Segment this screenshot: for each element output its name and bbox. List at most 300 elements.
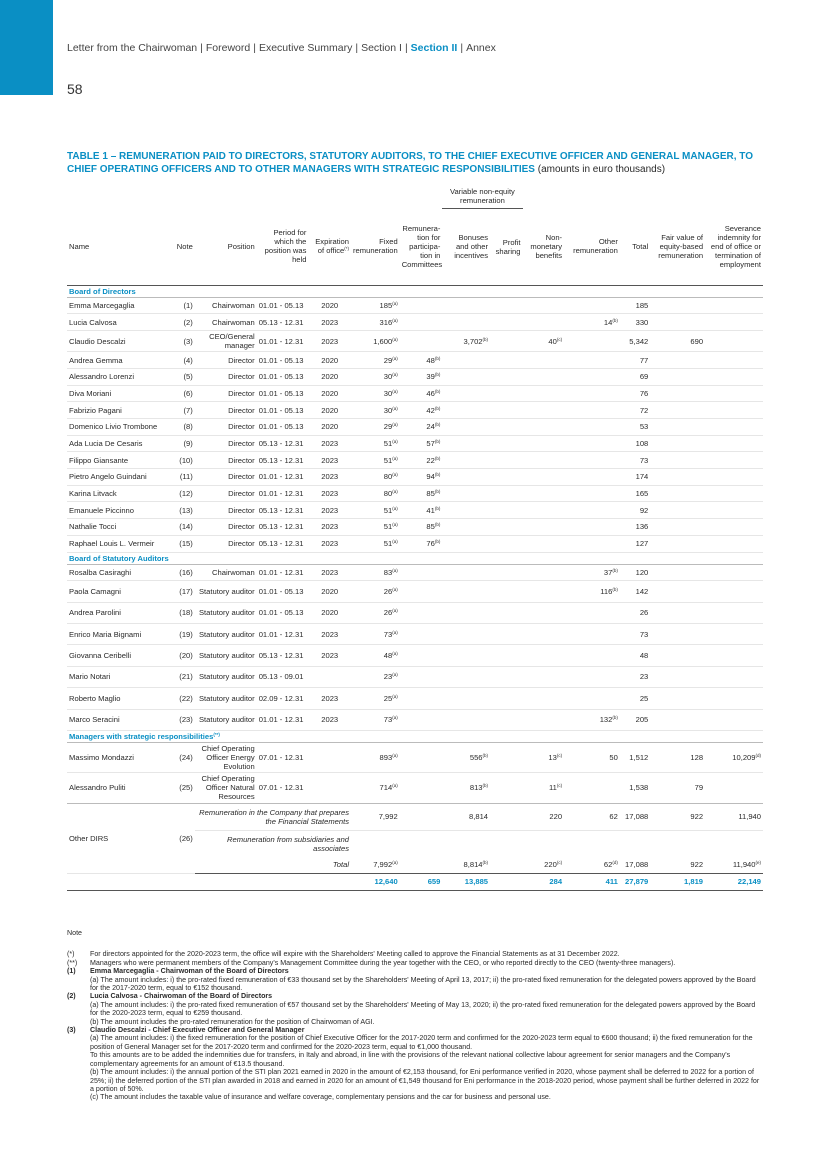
crumb-section-1[interactable]: Section I xyxy=(361,42,402,54)
grand-total-committees: 659 xyxy=(400,873,443,890)
cell-bonuses xyxy=(442,469,490,486)
cell-fixed: 30$^{(a)}$ xyxy=(351,402,400,419)
header-name: Name xyxy=(67,208,171,285)
cell-bonuses xyxy=(442,368,490,385)
table-row xyxy=(67,772,763,803)
cell-name: Massimo Mondazzi xyxy=(67,742,171,772)
header-bonuses: Bonuses and other incentives xyxy=(442,208,490,285)
table-row xyxy=(67,688,763,709)
cell-nonmonetary xyxy=(523,297,565,314)
dirs-note: (26) xyxy=(171,803,194,873)
cell-fairvalue xyxy=(650,297,705,314)
cell-total: 165 xyxy=(620,485,650,502)
dirs-company-bonus: 8,814 xyxy=(442,803,490,830)
cell-period: 07.01 - 12.31 xyxy=(257,742,309,772)
cell-other xyxy=(564,402,620,419)
cell-position: CEO/General manager xyxy=(195,330,257,351)
auditors-section xyxy=(67,552,763,564)
cell-bonuses xyxy=(442,485,490,502)
table-title xyxy=(67,150,767,176)
table-row xyxy=(67,368,763,385)
header-note: Note xyxy=(171,208,194,285)
cell-other xyxy=(564,602,620,623)
cell-name: Karina Litvack xyxy=(67,485,171,502)
cell-total: 48 xyxy=(620,645,650,666)
table-row xyxy=(67,435,763,452)
cell-other xyxy=(564,519,620,536)
auditors-rows xyxy=(67,564,763,730)
header-period: Period for which the position was held xyxy=(257,208,309,285)
grand-total xyxy=(67,873,763,890)
cell-expiration: 2023 xyxy=(308,330,351,351)
cell-nonmonetary xyxy=(523,435,565,452)
cell-note: (22) xyxy=(171,688,194,709)
cell-expiration: 2020 xyxy=(308,368,351,385)
cell-period: 01.01 - 05.13 xyxy=(257,352,309,369)
cell-other xyxy=(564,772,620,803)
cell-expiration: 2020 xyxy=(308,385,351,402)
cell-nonmonetary xyxy=(523,402,565,419)
crumb-foreword[interactable]: Foreword xyxy=(205,42,251,54)
cell-nonmonetary xyxy=(523,385,565,402)
cell-period: 01.01 - 05.13 xyxy=(257,419,309,436)
managers-section xyxy=(67,730,763,742)
header-other: Other remuneration xyxy=(564,208,620,285)
cell-bonuses xyxy=(442,535,490,552)
cell-other: 50 xyxy=(564,742,620,772)
table-row xyxy=(67,742,763,772)
note-item: (1) Emma Marcegaglia - Chairwoman of the Board of Directors (a) The amount includes: i) the pro-rated fixed remuneration of €33 thousand set by the Shareholders' Meeting of April 13, 2017; ii) the pro-rated fixed remuneration for the delegated powers approved by the Board for the 2017-2020 term, equal to €152 thousand. xyxy=(67,967,756,993)
cell-nonmonetary: 40$^{(c)}$ xyxy=(523,330,565,351)
section-auditors: Board of Statutory Auditors xyxy=(67,552,763,564)
cell-other xyxy=(564,435,620,452)
crumb-section-2[interactable]: Section II xyxy=(410,42,458,54)
cell-total: 136 xyxy=(620,519,650,536)
cell-fixed: 51$^{(a)}$ xyxy=(351,435,400,452)
cell-nonmonetary xyxy=(523,368,565,385)
cell-other: 37$^{(b)}$ xyxy=(564,564,620,581)
cell-period: 01.01 - 12.31 xyxy=(257,469,309,486)
cell-fixed: 73$^{(a)}$ xyxy=(351,709,400,730)
cell-total: 174 xyxy=(620,469,650,486)
cell-fixed: 23$^{(a)}$ xyxy=(351,666,400,687)
cell-note: (19) xyxy=(171,623,194,644)
cell-position: Director xyxy=(195,385,257,402)
cell-severance xyxy=(705,772,763,803)
cell-nonmonetary xyxy=(523,314,565,331)
grand-total-severance: 22,149 xyxy=(705,873,763,890)
cell-total: 23 xyxy=(620,666,650,687)
cell-expiration: 2020 xyxy=(308,402,351,419)
cell-position: Director xyxy=(195,469,257,486)
cell-fairvalue: 128 xyxy=(650,742,705,772)
cell-total: 142 xyxy=(620,581,650,602)
cell-position: Director xyxy=(195,485,257,502)
cell-bonuses: 813$^{(b)}$ xyxy=(442,772,490,803)
cell-name: Filippo Giansante xyxy=(67,452,171,469)
grand-total-other: 411 xyxy=(564,873,620,890)
cell-bonuses xyxy=(442,297,490,314)
cell-name: Claudio Descalzi xyxy=(67,330,171,351)
cell-note: (12) xyxy=(171,485,194,502)
cell-committees: 85$^{(b)}$ xyxy=(400,485,443,502)
cell-nonmonetary xyxy=(523,469,565,486)
header-expiration: Expiration of office(*) xyxy=(308,208,351,285)
cell-note: (3) xyxy=(171,330,194,351)
cell-note: (14) xyxy=(171,519,194,536)
cell-position: Director xyxy=(195,402,257,419)
cell-fixed: 1,600$^{(a)}$ xyxy=(351,330,400,351)
cell-fairvalue xyxy=(650,535,705,552)
cell-expiration: 2023 xyxy=(308,314,351,331)
cell-total: 73 xyxy=(620,623,650,644)
notes-heading: Note xyxy=(67,929,82,937)
cell-fixed: 29$^{(a)}$ xyxy=(351,352,400,369)
cell-nonmonetary: 13$^{(c)}$ xyxy=(523,742,565,772)
page-number: 58 xyxy=(67,81,83,97)
cell-note: (23) xyxy=(171,709,194,730)
note-item: (**) Managers who were permanent members of the Company's Management Committee during the year together with the CEO, or who reported directly to the CEO (twenty-three managers). xyxy=(67,958,676,967)
cell-expiration: 2023 xyxy=(308,519,351,536)
cell-name: Roberto Maglio xyxy=(67,688,171,709)
cell-fairvalue: 690 xyxy=(650,330,705,351)
cell-period: 01.01 - 05.13 xyxy=(257,602,309,623)
dirs-subs-label: Remuneration from subsidiaries and associates xyxy=(227,834,350,853)
cell-fixed: 30$^{(a)}$ xyxy=(351,368,400,385)
cell-fixed: 80$^{(a)}$ xyxy=(351,485,400,502)
cell-nonmonetary xyxy=(523,485,565,502)
cell-note: (21) xyxy=(171,666,194,687)
dirs-company-fair: 922 xyxy=(650,803,705,830)
cell-nonmonetary xyxy=(523,535,565,552)
cell-position: Chief Operating Officer Natural Resources xyxy=(195,772,257,803)
cell-fixed: 316$^{(a)}$ xyxy=(351,314,400,331)
cell-committees: 39$^{(b)}$ xyxy=(400,368,443,385)
cell-committees xyxy=(400,297,443,314)
cell-note: (16) xyxy=(171,564,194,581)
header-total: Total xyxy=(620,208,650,285)
cell-bonuses xyxy=(442,385,490,402)
cell-expiration: 2023 xyxy=(308,564,351,581)
cell-period: 01.01 - 12.31 xyxy=(257,709,309,730)
cell-total: 26 xyxy=(620,602,650,623)
cell-name: Paola Camagni xyxy=(67,581,171,602)
cell-position: Director xyxy=(195,435,257,452)
cell-total: 108 xyxy=(620,435,650,452)
header-committees: Remunera-tion for participa-tion in Committees xyxy=(400,208,443,285)
cell-expiration: 2023 xyxy=(308,485,351,502)
grand-total-fixed: 12,640 xyxy=(351,873,400,890)
cell-other xyxy=(564,623,620,644)
cell-period: 01.01 - 05.13 xyxy=(257,385,309,402)
cell-fixed: 185$^{(a)}$ xyxy=(351,297,400,314)
grand-total-nonmonetary: 284 xyxy=(523,873,565,890)
cell-bonuses xyxy=(442,435,490,452)
table-row xyxy=(67,535,763,552)
cell-note: (4) xyxy=(171,352,194,369)
cell-expiration xyxy=(308,666,351,687)
cell-other xyxy=(564,666,620,687)
dirs-name: Other DIRS xyxy=(67,803,171,873)
cell-committees: 41$^{(b)}$ xyxy=(400,502,443,519)
cell-name: Emanuele Piccinno xyxy=(67,502,171,519)
dirs-total-bonus: 8,814$^{(b)}$ xyxy=(442,857,490,874)
cell-expiration: 2023 xyxy=(308,688,351,709)
cell-name: Fabrizio Pagani xyxy=(67,402,171,419)
note-item: (3) Claudio Descalzi - Chief Executive Officer and General Manager (a) The amount includes: i) the fixed remuneration for the position of Chief Executive Officer for the 2017-2020 term and confirmed for the 2020-2023 term equal to €600 thousand; ii) the fixed remuneration for the position of General Manager set for the 2017-2020 term and confirmed for the 2020-2023 term, equal to €1,000 thousand. To this amounts are to be added the indemnities due for transfers, in Italy and abroad, in line with the provisions of the relevant national collective labour agreement for senior managers and the Company's complementary agreements for an amount of €13.5 thousand. (b) The amount includes: i) the annual portion of the STI plan 2021 earned in 2020 in the amount of €2,153 thousand, for Eni performance verified in 2020, whose payment shall be deferred to 2022 for a portion of 25%; ii) the deferred portion of the STI plan awarded in 2018 and earned in 2020 for an amount of €1,549 thousand for Eni performance in the 2018-2020 period, whose payment shall be further deferred in 2022 for a portion of 50%. (c) The amount includes the taxable value of insurance and welfare coverage, complementary pensions and the car for business and personal use. xyxy=(67,1026,760,1102)
cell-position: Director xyxy=(195,419,257,436)
cell-note: (20) xyxy=(171,645,194,666)
table-row xyxy=(67,623,763,644)
cell-position: Statutory auditor xyxy=(195,666,257,687)
cell-period: 01.01 - 12.31 xyxy=(257,564,309,581)
cell-fairvalue xyxy=(650,485,705,502)
cell-fairvalue xyxy=(650,469,705,486)
cell-total: 205 xyxy=(620,709,650,730)
cell-note: (24) xyxy=(171,742,194,772)
cell-committees: 48$^{(b)}$ xyxy=(400,352,443,369)
cell-name: Lucia Calvosa xyxy=(67,314,171,331)
other-dirs xyxy=(67,803,763,873)
note-item: (*) For directors appointed for the 2020-2023 term, the office will expire with the Shareholders' Meeting called to approve the Financial Statements as at 31 December 2022. xyxy=(67,950,620,959)
cell-note: (17) xyxy=(171,581,194,602)
cell-other xyxy=(564,645,620,666)
table-row xyxy=(67,564,763,581)
cell-name: Rosalba Casiraghi xyxy=(67,564,171,581)
cell-fixed: 51$^{(a)}$ xyxy=(351,535,400,552)
cell-other xyxy=(564,688,620,709)
grand-total-fairvalue: 1,819 xyxy=(650,873,705,890)
cell-fixed: 51$^{(a)}$ xyxy=(351,452,400,469)
cell-fixed: 51$^{(a)}$ xyxy=(351,519,400,536)
cell-position: Director xyxy=(195,352,257,369)
cell-nonmonetary xyxy=(523,419,565,436)
dirs-total-sev: 11,940$^{(e)}$ xyxy=(705,857,763,874)
cell-total: 120 xyxy=(620,564,650,581)
cell-position: Statutory auditor xyxy=(195,709,257,730)
cell-fixed: 51$^{(a)}$ xyxy=(351,502,400,519)
table-row xyxy=(67,419,763,436)
cell-other xyxy=(564,385,620,402)
cell-committees: 42$^{(b)}$ xyxy=(400,402,443,419)
cell-expiration: 2020 xyxy=(308,581,351,602)
cell-total: 185 xyxy=(620,297,650,314)
dirs-total-nonmon: 220$^{(c)}$ xyxy=(523,857,565,874)
cell-name: Giovanna Ceribelli xyxy=(67,645,171,666)
cell-total: 73 xyxy=(620,452,650,469)
cell-note: (18) xyxy=(171,602,194,623)
cell-fixed: 80$^{(a)}$ xyxy=(351,469,400,486)
cell-position: Director xyxy=(195,535,257,552)
dirs-total-fixed: 7,992$^{(a)}$ xyxy=(351,857,400,874)
cell-total: 1,538 xyxy=(620,772,650,803)
cell-bonuses xyxy=(442,402,490,419)
cell-fairvalue xyxy=(650,402,705,419)
cell-note: (15) xyxy=(171,535,194,552)
cell-position: Chairwoman xyxy=(195,314,257,331)
cell-period: 05.13 - 12.31 xyxy=(257,314,309,331)
cell-period: 01.01 - 05.13 xyxy=(257,402,309,419)
table-row xyxy=(67,645,763,666)
cell-position: Statutory auditor xyxy=(195,602,257,623)
section-managers: Managers with strategic responsibilities(**) xyxy=(67,730,763,742)
cell-total: 69 xyxy=(620,368,650,385)
table-row xyxy=(67,602,763,623)
header-variable: Variable non-equity remuneration xyxy=(442,184,522,208)
breadcrumb: Letter from the Chairwoman | Foreword | Executive Summary | Section I | Section II | Annex xyxy=(67,42,496,54)
cell-period: 01.01 - 05.13 xyxy=(257,368,309,385)
cell-name: Enrico Maria Bignami xyxy=(67,623,171,644)
cell-total: 25 xyxy=(620,688,650,709)
crumb-annex[interactable]: Annex xyxy=(466,42,496,54)
cell-fairvalue xyxy=(650,519,705,536)
cell-total: 92 xyxy=(620,502,650,519)
cell-position: Chief Operating Officer Energy Evolution xyxy=(195,742,257,772)
cell-expiration: 2020 xyxy=(308,602,351,623)
cell-position: Director xyxy=(195,452,257,469)
cell-total: 72 xyxy=(620,402,650,419)
cell-bonuses xyxy=(442,452,490,469)
cell-name: Ada Lucia De Cesaris xyxy=(67,435,171,452)
grand-total-total: 27,879 xyxy=(620,873,650,890)
cell-position: Director xyxy=(195,368,257,385)
cell-position: Statutory auditor xyxy=(195,645,257,666)
cell-expiration: 2023 xyxy=(308,452,351,469)
directors-section xyxy=(67,285,763,297)
cell-total: 53 xyxy=(620,419,650,436)
table-row xyxy=(67,402,763,419)
cell-fixed: 73$^{(a)}$ xyxy=(351,623,400,644)
cell-other xyxy=(564,330,620,351)
cell-expiration: 2023 xyxy=(308,623,351,644)
section-directors: Board of Directors xyxy=(67,285,763,297)
cell-note: (1) xyxy=(171,297,194,314)
cell-fixed: 48$^{(a)}$ xyxy=(351,645,400,666)
cell-fairvalue: 79 xyxy=(650,772,705,803)
cell-position: Chairwoman xyxy=(195,564,257,581)
cell-period: 01.01 - 05.13 xyxy=(257,581,309,602)
cell-other xyxy=(564,452,620,469)
cell-position: Director xyxy=(195,519,257,536)
table-title-main: TABLE 1 – REMUNERATION PAID TO DIRECTORS, STATUTORY AUDITORS, TO THE CHIEF EXECUTIVE OFFICER AND GENERAL MANAGER, TO CHIEF OPERATING OFFICERS AND TO OTHER MANAGERS WITH STRATEGIC RESPONSIBILITIES xyxy=(67,151,753,175)
cell-bonuses xyxy=(442,502,490,519)
cell-other: 14$^{(b)}$ xyxy=(564,314,620,331)
cell-fairvalue xyxy=(650,314,705,331)
cell-fixed: 29$^{(a)}$ xyxy=(351,419,400,436)
note-item: (2) Lucia Calvosa - Chairwoman of the Board of Directors (a) The amount includes: i) the pro-rated fixed remuneration of €57 thousand set by the Shareholders' Meeting of May 13, 2020; ii) the pro-rated fixed remuneration for the delegated powers approved by the Board for the 2020-2023 term, equal to €259 thousand. (b) The amount includes the pro-rated remuneration for the position of Chairwoman of AGI. xyxy=(67,992,756,1026)
table-head xyxy=(67,184,763,285)
cell-position: Statutory auditor xyxy=(195,623,257,644)
cell-committees: 22$^{(b)}$ xyxy=(400,452,443,469)
cell-name: Marco Seracini xyxy=(67,709,171,730)
cell-name: Alessandro Puliti xyxy=(67,772,171,803)
header-fairvalue: Fair value of equity-based remuneration xyxy=(650,208,705,285)
cell-period: 05.13 - 12.31 xyxy=(257,645,309,666)
cell-note: (13) xyxy=(171,502,194,519)
cell-note: (5) xyxy=(171,368,194,385)
cell-position: Statutory auditor xyxy=(195,581,257,602)
cell-period: 05.13 - 12.31 xyxy=(257,535,309,552)
cell-period: 01.01 - 12.31 xyxy=(257,330,309,351)
cell-period: 05.13 - 12.31 xyxy=(257,435,309,452)
table-title-units: (amounts in euro thousands) xyxy=(537,164,666,175)
cell-bonuses xyxy=(442,519,490,536)
cell-bonuses xyxy=(442,419,490,436)
cell-period: 07.01 - 12.31 xyxy=(257,772,309,803)
dirs-total-fair: 922 xyxy=(650,857,705,874)
header-position: Position xyxy=(195,208,257,285)
cell-period: 02.09 - 12.31 xyxy=(257,688,309,709)
cell-other xyxy=(564,352,620,369)
cell-fixed: 25$^{(a)}$ xyxy=(351,688,400,709)
table-row xyxy=(67,485,763,502)
cell-fixed: 30$^{(a)}$ xyxy=(351,385,400,402)
cell-fairvalue xyxy=(650,385,705,402)
cell-committees: 94$^{(b)}$ xyxy=(400,469,443,486)
table-row xyxy=(67,519,763,536)
cell-name: Emma Marcegaglia xyxy=(67,297,171,314)
dirs-company-sev: 11,940 xyxy=(705,803,763,830)
cell-expiration: 2023 xyxy=(308,709,351,730)
cell-expiration: 2023 xyxy=(308,469,351,486)
cell-total: 76 xyxy=(620,385,650,402)
cell-nonmonetary xyxy=(523,502,565,519)
dirs-company-fixed: 7,992 xyxy=(351,803,400,830)
cell-expiration: 2023 xyxy=(308,645,351,666)
cell-fixed: 714$^{(a)}$ xyxy=(351,772,400,803)
cell-period: 05.13 - 12.31 xyxy=(257,452,309,469)
header-fixed: Fixed remuneration xyxy=(351,208,400,285)
cell-note: (11) xyxy=(171,469,194,486)
cell-fairvalue xyxy=(650,435,705,452)
cell-name: Raphael Louis L. Vermeir xyxy=(67,535,171,552)
cell-committees: 76$^{(b)}$ xyxy=(400,535,443,552)
header-profit: Profit sharing xyxy=(490,208,522,285)
cell-position: Director xyxy=(195,502,257,519)
cell-name: Andrea Parolini xyxy=(67,602,171,623)
cell-note: (2) xyxy=(171,314,194,331)
cell-name: Pietro Angelo Guindani xyxy=(67,469,171,486)
cell-expiration: 2020 xyxy=(308,352,351,369)
cell-other xyxy=(564,535,620,552)
table-row xyxy=(67,502,763,519)
cell-name: Mario Notari xyxy=(67,666,171,687)
cell-name: Alessandro Lorenzi xyxy=(67,368,171,385)
crumb-letter[interactable]: Letter from the Chairwoman xyxy=(67,42,198,54)
cell-position: Chairwoman xyxy=(195,297,257,314)
crumb-executive-summary[interactable]: Executive Summary xyxy=(258,42,353,54)
cell-expiration: 2023 xyxy=(308,535,351,552)
cell-committees xyxy=(400,314,443,331)
cell-period: 05.13 - 12.31 xyxy=(257,519,309,536)
cell-other xyxy=(564,469,620,486)
directors-rows xyxy=(67,297,763,552)
cell-nonmonetary xyxy=(523,352,565,369)
cell-period: 01.01 - 12.31 xyxy=(257,623,309,644)
cell-fixed: 26$^{(a)}$ xyxy=(351,602,400,623)
cell-other: 132$^{(b)}$ xyxy=(564,709,620,730)
cell-expiration: 2020 xyxy=(308,297,351,314)
cell-total: 127 xyxy=(620,535,650,552)
cell-note: (7) xyxy=(171,402,194,419)
cell-other xyxy=(564,485,620,502)
cell-committees: 85$^{(b)}$ xyxy=(400,519,443,536)
cell-severance: 10,209$^{(d)}$ xyxy=(705,742,763,772)
cell-committees: 46$^{(b)}$ xyxy=(400,385,443,402)
cell-period: 01.01 - 12.31 xyxy=(257,485,309,502)
cell-note: (10) xyxy=(171,452,194,469)
cell-bonuses xyxy=(442,352,490,369)
